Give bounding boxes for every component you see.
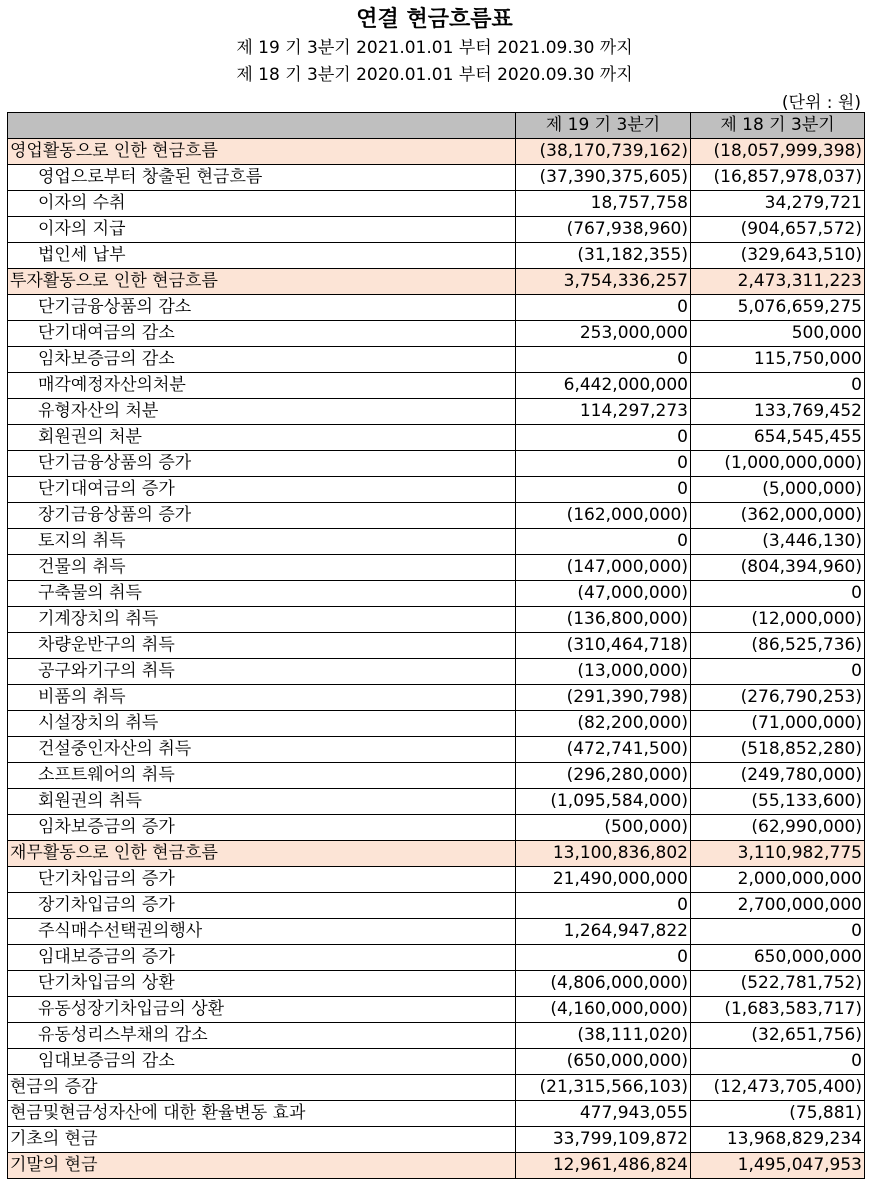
- table-row: [8, 1101, 865, 1127]
- row-label: 임대보증금의 감소: [8, 1049, 516, 1075]
- value-period-19: 18,757,758: [516, 191, 691, 217]
- value-period-19: (31,182,355): [516, 243, 691, 269]
- row-label: 토지의 취득: [8, 529, 516, 555]
- table-row: [8, 399, 865, 425]
- value-period-19: (650,000,000): [516, 1049, 691, 1075]
- value-period-18: 0: [691, 373, 865, 399]
- row-label: 유동성리스부채의 감소: [8, 1023, 516, 1049]
- value-period-19: (147,000,000): [516, 555, 691, 581]
- row-label: 단기금융상품의 증가: [8, 451, 516, 477]
- value-period-18: 5,076,659,275: [691, 295, 865, 321]
- value-period-19: 6,442,000,000: [516, 373, 691, 399]
- row-label: 단기대여금의 증가: [8, 477, 516, 503]
- row-label: 유형자산의 처분: [8, 399, 516, 425]
- section-total-row: [8, 139, 865, 165]
- unit-label: (단위 : 원): [781, 93, 861, 113]
- row-label: 임대보증금의 증가: [8, 945, 516, 971]
- table-row: [8, 633, 865, 659]
- value-period-19: (4,160,000,000): [516, 997, 691, 1023]
- value-period-19: 21,490,000,000: [516, 867, 691, 893]
- row-label: 매각예정자산의처분: [8, 373, 516, 399]
- table-row: [8, 451, 865, 477]
- row-label: 단기대여금의 감소: [8, 321, 516, 347]
- value-period-19: 13,100,836,802: [516, 841, 691, 867]
- value-period-18: 133,769,452: [691, 399, 865, 425]
- value-period-18: (55,133,600): [691, 789, 865, 815]
- value-period-19: 12,961,486,824: [516, 1153, 691, 1179]
- value-period-18: (1,000,000,000): [691, 451, 865, 477]
- value-period-18: (5,000,000): [691, 477, 865, 503]
- row-label: 단기차입금의 증가: [8, 867, 516, 893]
- value-period-19: (1,095,584,000): [516, 789, 691, 815]
- value-period-18: 13,968,829,234: [691, 1127, 865, 1153]
- value-period-19: 253,000,000: [516, 321, 691, 347]
- table-row: [8, 373, 865, 399]
- value-period-18: 115,750,000: [691, 347, 865, 373]
- value-period-19: 0: [516, 477, 691, 503]
- table-row: [8, 503, 865, 529]
- table-row: [8, 815, 865, 841]
- row-label: 구축물의 취득: [8, 581, 516, 607]
- value-period-18: 2,000,000,000: [691, 867, 865, 893]
- value-period-18: 500,000: [691, 321, 865, 347]
- row-label: 임차보증금의 감소: [8, 347, 516, 373]
- value-period-19: (38,170,739,162): [516, 139, 691, 165]
- row-label: 재무활동으로 인한 현금흐름: [8, 841, 516, 867]
- row-label: 투자활동으로 인한 현금흐름: [8, 269, 516, 295]
- table-row: [8, 659, 865, 685]
- table-row: [8, 867, 865, 893]
- value-period-18: (518,852,280): [691, 737, 865, 763]
- table-row: [8, 1049, 865, 1075]
- table-row: [8, 581, 865, 607]
- row-label: 이자의 수취: [8, 191, 516, 217]
- value-period-19: 33,799,109,872: [516, 1127, 691, 1153]
- table-row: [8, 919, 865, 945]
- table-row: [8, 789, 865, 815]
- table-row: [8, 945, 865, 971]
- table-row: [8, 477, 865, 503]
- value-period-18: (904,657,572): [691, 217, 865, 243]
- value-period-19: (162,000,000): [516, 503, 691, 529]
- row-label: 건설중인자산의 취득: [8, 737, 516, 763]
- value-period-18: (329,643,510): [691, 243, 865, 269]
- value-period-19: (291,390,798): [516, 685, 691, 711]
- value-period-19: (13,000,000): [516, 659, 691, 685]
- table-row: [8, 1023, 865, 1049]
- value-period-19: 0: [516, 295, 691, 321]
- value-period-19: 114,297,273: [516, 399, 691, 425]
- table-row: [8, 243, 865, 269]
- row-label: 시설장치의 취득: [8, 711, 516, 737]
- table-row: [8, 971, 865, 997]
- row-label: 건물의 취득: [8, 555, 516, 581]
- page-title: 연결 현금흐름표: [356, 7, 513, 32]
- row-label: 주식매수선택권의행사: [8, 919, 516, 945]
- row-label: 유동성장기차입금의 상환: [8, 997, 516, 1023]
- row-label: 회원권의 취득: [8, 789, 516, 815]
- value-period-18: (1,683,583,717): [691, 997, 865, 1023]
- table-row: [8, 165, 865, 191]
- table-row: [8, 191, 865, 217]
- value-period-18: (12,473,705,400): [691, 1075, 865, 1101]
- section-total-row: [8, 841, 865, 867]
- value-period-19: (472,741,500): [516, 737, 691, 763]
- value-period-18: (32,651,756): [691, 1023, 865, 1049]
- value-period-18: 654,545,455: [691, 425, 865, 451]
- value-period-18: (276,790,253): [691, 685, 865, 711]
- row-label: 임차보증금의 증가: [8, 815, 516, 841]
- value-period-18: (522,781,752): [691, 971, 865, 997]
- section-total-row: [8, 269, 865, 295]
- table-row: [8, 529, 865, 555]
- cash-flow-table: [7, 112, 865, 1179]
- value-period-18: 0: [691, 659, 865, 685]
- value-period-18: 0: [691, 919, 865, 945]
- value-period-19: (136,800,000): [516, 607, 691, 633]
- period-current: 제 19 기 3분기 2021.01.01 부터 2021.09.30 까지: [236, 38, 633, 58]
- value-period-18: 3,110,982,775: [691, 841, 865, 867]
- value-period-19: 477,943,055: [516, 1101, 691, 1127]
- value-period-19: (4,806,000,000): [516, 971, 691, 997]
- value-period-19: (310,464,718): [516, 633, 691, 659]
- value-period-18: (804,394,960): [691, 555, 865, 581]
- header-label-cell: [8, 113, 516, 139]
- value-period-18: (18,057,999,398): [691, 139, 865, 165]
- table-header-row: [8, 113, 865, 139]
- table-row: [8, 217, 865, 243]
- period-prior: 제 18 기 3분기 2020.01.01 부터 2020.09.30 까지: [236, 65, 633, 85]
- value-period-18: (12,000,000): [691, 607, 865, 633]
- value-period-19: (500,000): [516, 815, 691, 841]
- value-period-18: 650,000,000: [691, 945, 865, 971]
- table-row: [8, 555, 865, 581]
- table-row: [8, 295, 865, 321]
- value-period-19: (38,111,020): [516, 1023, 691, 1049]
- table-row: [8, 607, 865, 633]
- value-period-19: (47,000,000): [516, 581, 691, 607]
- table-row: [8, 1127, 865, 1153]
- row-label: 장기금융상품의 증가: [8, 503, 516, 529]
- row-label: 이자의 지급: [8, 217, 516, 243]
- value-period-18: 0: [691, 1049, 865, 1075]
- table-row: [8, 737, 865, 763]
- row-label: 단기금융상품의 감소: [8, 295, 516, 321]
- row-label: 차량운반구의 취득: [8, 633, 516, 659]
- table-row: [8, 425, 865, 451]
- table-row: [8, 1075, 865, 1101]
- value-period-19: (21,315,566,103): [516, 1075, 691, 1101]
- value-period-18: (362,000,000): [691, 503, 865, 529]
- row-label: 기초의 현금: [8, 1127, 516, 1153]
- row-label: 기말의 현금: [8, 1153, 516, 1179]
- header-period-19: 제 19 기 3분기: [516, 113, 691, 139]
- table-row: [8, 711, 865, 737]
- table-row: [8, 893, 865, 919]
- table-row: [8, 321, 865, 347]
- value-period-18: (75,881): [691, 1101, 865, 1127]
- value-period-18: (86,525,736): [691, 633, 865, 659]
- value-period-19: 0: [516, 347, 691, 373]
- row-label: 단기차입금의 상환: [8, 971, 516, 997]
- table-row: [8, 997, 865, 1023]
- value-period-18: (62,990,000): [691, 815, 865, 841]
- value-period-19: 1,264,947,822: [516, 919, 691, 945]
- value-period-19: (82,200,000): [516, 711, 691, 737]
- value-period-18: (249,780,000): [691, 763, 865, 789]
- value-period-19: 0: [516, 945, 691, 971]
- table-row: [8, 763, 865, 789]
- value-period-18: 2,700,000,000: [691, 893, 865, 919]
- value-period-19: (37,390,375,605): [516, 165, 691, 191]
- row-label: 회원권의 처분: [8, 425, 516, 451]
- value-period-19: 3,754,336,257: [516, 269, 691, 295]
- row-label: 영업활동으로 인한 현금흐름: [8, 139, 516, 165]
- value-period-19: (767,938,960): [516, 217, 691, 243]
- value-period-18: 1,495,047,953: [691, 1153, 865, 1179]
- value-period-18: 34,279,721: [691, 191, 865, 217]
- row-label: 기계장치의 취득: [8, 607, 516, 633]
- value-period-18: (71,000,000): [691, 711, 865, 737]
- table-row: [8, 685, 865, 711]
- row-label: 소프트웨어의 취득: [8, 763, 516, 789]
- row-label: 비품의 취득: [8, 685, 516, 711]
- value-period-18: (16,857,978,037): [691, 165, 865, 191]
- row-label: 영업으로부터 창출된 현금흐름: [8, 165, 516, 191]
- row-label: 현금의 증감: [8, 1075, 516, 1101]
- value-period-19: 0: [516, 893, 691, 919]
- value-period-19: 0: [516, 425, 691, 451]
- header-period-18: 제 18 기 3분기: [691, 113, 865, 139]
- value-period-19: 0: [516, 451, 691, 477]
- value-period-19: (296,280,000): [516, 763, 691, 789]
- value-period-18: 0: [691, 581, 865, 607]
- row-label: 장기차입금의 증가: [8, 893, 516, 919]
- row-label: 법인세 납부: [8, 243, 516, 269]
- row-label: 현금및현금성자산에 대한 환율변동 효과: [8, 1101, 516, 1127]
- value-period-18: (3,446,130): [691, 529, 865, 555]
- section-total-row: [8, 1153, 865, 1179]
- row-label: 공구와기구의 취득: [8, 659, 516, 685]
- value-period-19: 0: [516, 529, 691, 555]
- table-row: [8, 347, 865, 373]
- value-period-18: 2,473,311,223: [691, 269, 865, 295]
